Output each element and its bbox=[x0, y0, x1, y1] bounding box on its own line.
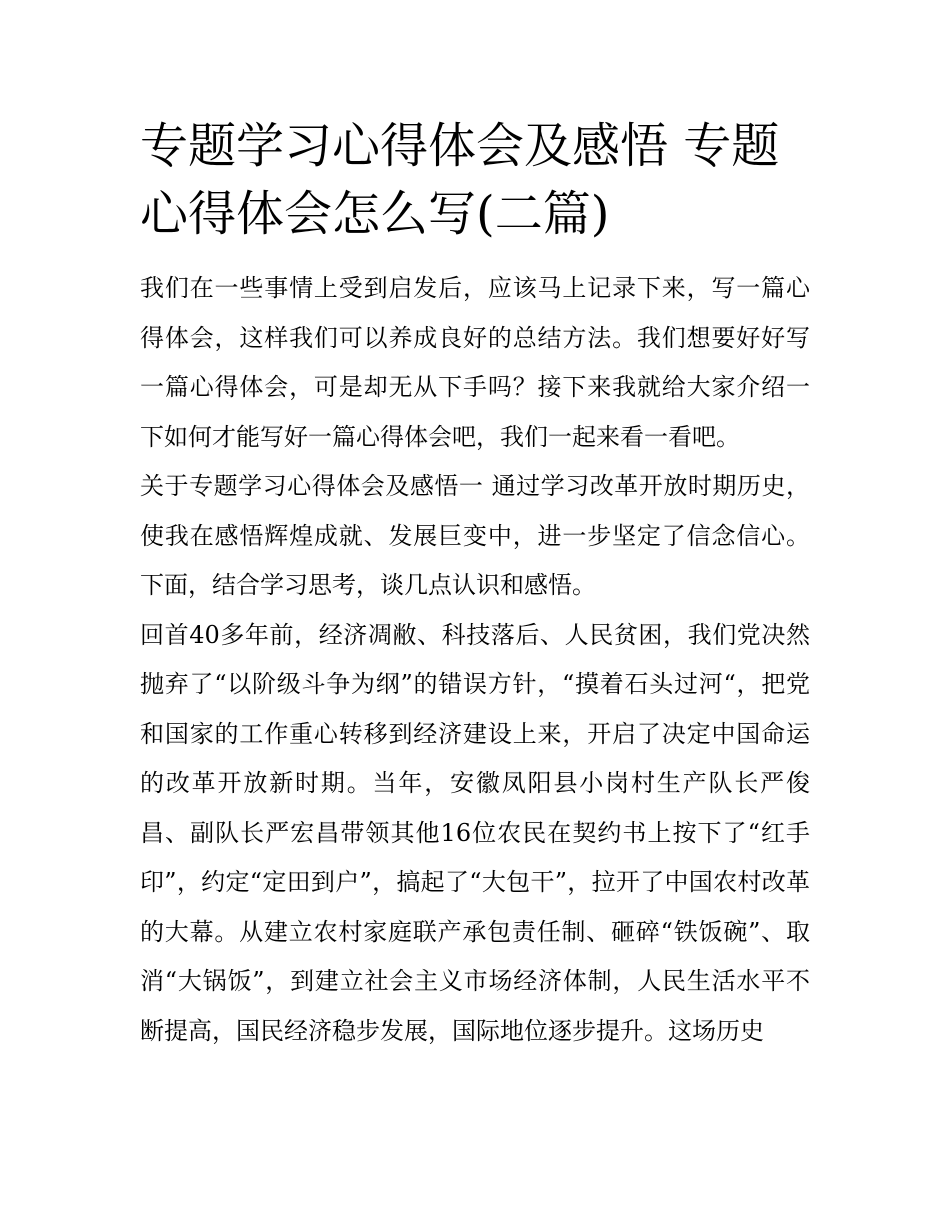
document-content bbox=[140, 112, 810, 1056]
paragraph-section-one: 关于专题学习心得体会及感悟一 通过学习改革开放时期历史，使我在感悟辉煌成就、发展巨变中，进一步坚定了信念信心。下面，结合学习思考，谈几点认识和感悟。 bbox=[140, 472, 810, 599]
document-title: 专题学习心得体会及感悟 专题心得体会怎么写(二篇) bbox=[140, 118, 780, 242]
paragraph-intro: 我们在一些事情上受到启发后，应该马上记录下来，写一篇心得体会，这样我们可以养成良好的总结方法。我们想要好好写一篇心得体会，可是却无从下手吗？接下来我就给大家介绍一下如何才能写好一篇心得体会吧，我们一起来看一看吧。 bbox=[140, 274, 810, 451]
document-body bbox=[140, 264, 810, 1056]
paragraph-history: 回首40多年前，经济凋敝、科技落后、人民贫困，我们党决然抛弃了“以阶级斗争为纲”的错误方针，“摸着石头过河“，把党和国家的工作重心转移到经济建设上来，开启了决定中国命运的改革开放新时期。当年，安徽凤阳县小岗村生产队长严俊昌、副队长严宏昌带领其他16位农民在契约书上按下了“红手印”，约定“定田到户”，搞起了“大包干”，拉开了中国农村改革的大幕。从建立农村家庭联产承包责任制、砸碎“铁饭碗”、取消“大锅饭”，到建立社会主义市场经济体制，人民生活水平不断提高，国民经济稳步发展，国际地位逐步提升。这场历史 bbox=[140, 620, 810, 1045]
